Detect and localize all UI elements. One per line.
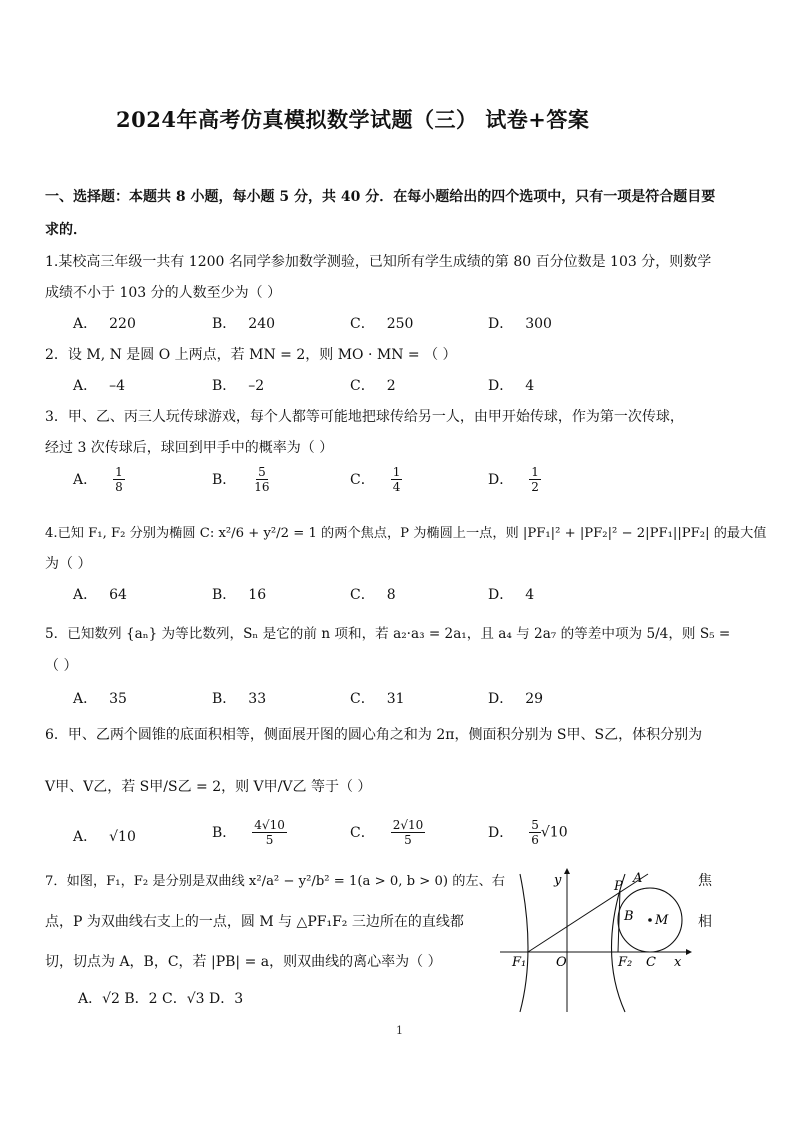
q5-option-b: B． 33 <box>212 691 267 707</box>
q1-option-c: C． 250 <box>350 316 414 332</box>
q3-option-a: A． $\frac{1}{8}$ <box>73 465 123 494</box>
q1-stem-line1: 1.某校高三年级一共有 1200 名同学参加数学测验，已知所有学生成绩的第 80 百分位数是 103 分，则数学 <box>45 254 712 270</box>
label-a: A <box>633 871 643 886</box>
label-f1: F₁ <box>512 955 527 970</box>
q7-side-char-1: 焦 <box>698 873 712 889</box>
q7-stem-line1: 7．如图，F₁，F₂ 是分别是双曲线 x²/a² − y²/b² = 1(a > 0, b > 0) 的左、右 <box>45 874 505 889</box>
q6-option-d: D． $\frac{5}{6}$ √10 <box>488 818 568 847</box>
label-o: O <box>556 955 567 970</box>
label-p: P <box>614 879 623 894</box>
q5-stem-line2: （ ） <box>45 658 78 674</box>
q4-stem-line1: 4.已知 F₁, F₂ 分别为椭圆 C: x²/6 + y²/2 = 1 的两个焦点，P 为椭圆上一点，则 |PF₁|² + |PF₂|² − 2|PF₁||PF₂| 的最大值 <box>45 526 767 541</box>
q2-option-c: C． 2 <box>350 378 396 394</box>
q2-stem: 2．设 M, N 是圆 O 上两点，若 MN = 2，则 MO · MN = （ ） <box>45 347 457 363</box>
page-title: 2024年高考仿真模拟数学试题（三） 试卷+答案 <box>116 107 590 132</box>
center-m-dot <box>648 918 652 922</box>
q3-option-d: D． $\frac{1}{2}$ <box>488 465 539 494</box>
q5-option-a: A． 35 <box>73 691 127 707</box>
q3-stem-line2: 经过 3 次传球后，球回到甲手中的概率为（ ） <box>45 440 334 456</box>
q2-option-a: A． –4 <box>73 378 126 394</box>
q1-option-d: D． 300 <box>488 316 552 332</box>
label-y: y <box>554 873 562 888</box>
q2-option-b: B． –2 <box>212 378 265 394</box>
q6-stem-line2: V甲、V乙，若 S甲/S乙 = 2，则 V甲/V乙 等于（ ） <box>45 779 372 795</box>
hyperbola-figure <box>490 862 700 1014</box>
q7-side-char-2: 相 <box>698 914 712 930</box>
q1-option-b: B． 240 <box>212 316 276 332</box>
q2-option-d: D． 4 <box>488 378 535 394</box>
q6-option-a: A． √10 <box>73 829 136 845</box>
q4-option-d: D． 4 <box>488 587 535 603</box>
section-heading-line2: 求的． <box>45 222 87 238</box>
q7-stem-line2: 点，P 为双曲线右支上的一点，圆 M 与 △PF₁F₂ 三边所在的直线都 <box>45 914 464 930</box>
q3-option-b: B． $\frac{5}{16}$ <box>212 465 270 494</box>
section-heading-line1: 一、选择题：本题共 8 小题，每小题 5 分，共 40 分．在每小题给出的四个选项中，只有一项是符合题目要 <box>45 189 716 205</box>
q4-stem-line2: 为（ ） <box>45 556 92 572</box>
page-number: 1 <box>396 1024 403 1037</box>
q6-stem-line1: 6．甲、乙两个圆锥的底面积相等，侧面展开图的圆心角之和为 2π，侧面积分别为 S甲、S乙，体积分别为 <box>45 727 703 743</box>
q6-option-c: C． $\frac{2√10}{5}$ <box>350 818 424 847</box>
q1-option-a: A． 220 <box>73 316 136 332</box>
label-x: x <box>674 955 682 970</box>
label-b: B <box>624 909 634 924</box>
label-f2: F₂ <box>618 955 633 970</box>
q3-stem-line1: 3．甲、乙、丙三人玩传球游戏，每个人都等可能地把球传给另一人，由甲开始传球，作为第一次传球， <box>45 409 684 425</box>
y-axis-arrow <box>564 868 570 874</box>
q5-option-c: C． 31 <box>350 691 405 707</box>
q7-stem-line3: 切，切点为 A，B，C，若 |PB| = a，则双曲线的离心率为（ ） <box>45 954 442 970</box>
q5-option-d: D． 29 <box>488 691 544 707</box>
q4-option-a: A． 64 <box>73 587 127 603</box>
label-m: M <box>655 913 669 928</box>
q6-option-b: B． $\frac{4√10}{5}$ <box>212 818 285 847</box>
q7-options: A．√2 B．2 C．√3 D．3 <box>78 991 244 1007</box>
q5-stem-line1: 5．已知数列 {aₙ} 为等比数列，Sₙ 是它的前 n 项和，若 a₂·a₃ = 2a₁，且 a₄ 与 2a₇ 的等差中项为 5/4，则 S₅ = <box>45 626 731 642</box>
x-axis-arrow <box>686 949 692 955</box>
q3-option-c: C． $\frac{1}{4}$ <box>350 465 401 494</box>
q4-option-c: C． 8 <box>350 587 396 603</box>
label-c: C <box>646 955 656 970</box>
hyperbola-left-branch <box>520 874 528 1012</box>
q4-option-b: B． 16 <box>212 587 267 603</box>
q1-stem-line2: 成绩不小于 103 分的人数至少为（ ） <box>45 285 282 301</box>
